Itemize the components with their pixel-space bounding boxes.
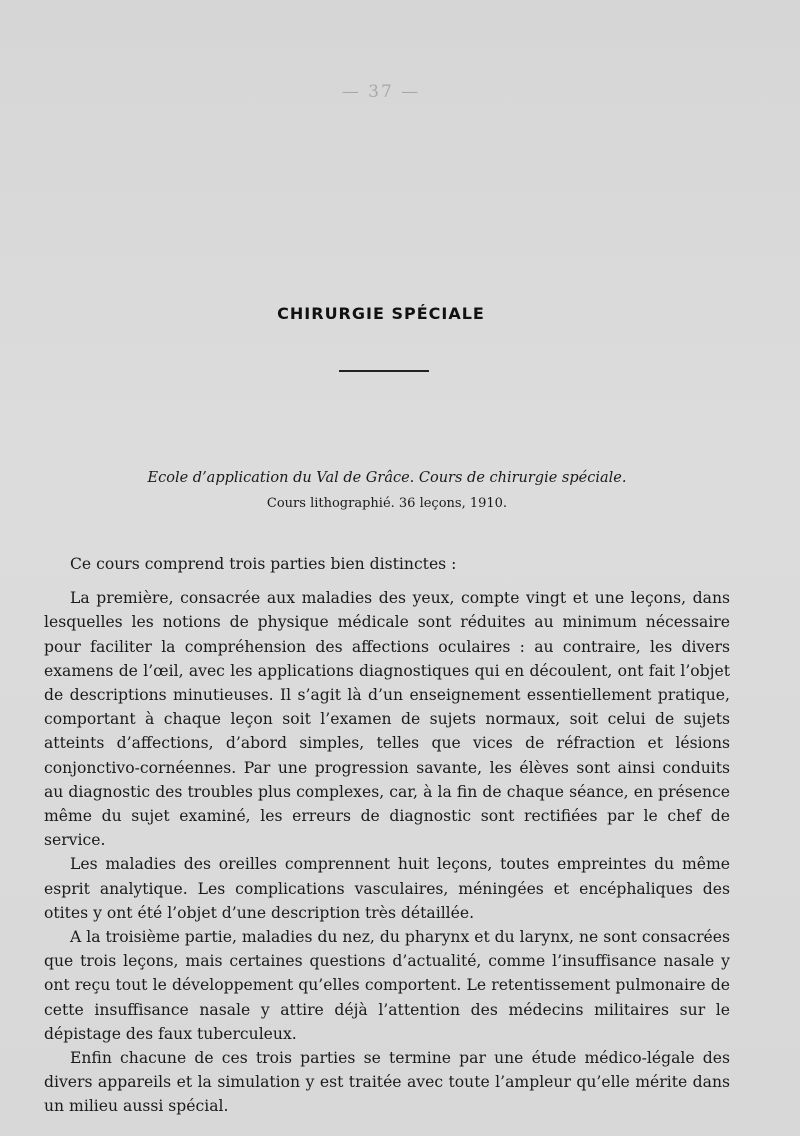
- paragraph-ears: Les maladies des oreilles comprennent huit leçons, toutes empreintes du même esprit analytique. Les complications vasculaires, méningées et encéphaliques des otites y ont été l’objet d’une description très détaillée.: [44, 855, 730, 922]
- paragraph-intro: Ce cours comprend trois parties bien distinctes :: [70, 555, 457, 573]
- section-title: CHIRURGIE SPÉCIALE: [277, 304, 485, 323]
- title-rule: [339, 370, 429, 372]
- body-text: [44, 552, 730, 1119]
- paragraph-eyes: La première, consacrée aux maladies des yeux, compte vingt et une leçons, dans lesquelles les notions de physique médicale sont réduites au minimum nécessaire pour faciliter la compréhension des affections oculaires : au contraire, les divers examens de l’œil, avec les applications diagnostiques qui en découlent, ont fait l’objet de descriptions minutieuses. Il s’agit là d’un enseignement essentiellement pratique, comportant à chaque leçon soit l’examen de sujets normaux, soit celui de sujets atteints d’affections, d’abord simples, telles que vices de réfraction et lésions conjonctivo-cornéennes. Par une progression savante, les élèves sont ainsi conduits au diagnostic des troubles plus complexes, car, à la fin de chaque séance, en présence même du sujet examiné, les erreurs de diagnostic sont rectifiées par le chef de service.: [44, 589, 730, 850]
- paragraph-nose-throat: A la troisième partie, maladies du nez, du pharynx et du larynx, ne sont consacrées que trois leçons, mais certaines questions d’actualité, comme l’insuffisance nasale y ont reçu tout le développement qu’elles comportent. Le retentissement pulmonaire de cette insuffisance nasale y attire déjà l’attention des médecins militaires sur le dépistage des faux tuberculeux.: [44, 928, 730, 1043]
- page-number: — 37 —: [341, 82, 421, 102]
- reference-subtitle: Cours lithographié. 36 leçons, 1910.: [266, 496, 508, 511]
- reference-title: Ecole d’application du Val de Grâce. Cours de chirurgie spéciale.: [147, 470, 627, 486]
- paragraph-medico-legal: Enfin chacune de ces trois parties se termine par une étude médico-légale des divers appareils et la simulation y est traitée avec toute l’ampleur qu’elle mérite dans un milieu aussi spécial.: [44, 1049, 730, 1116]
